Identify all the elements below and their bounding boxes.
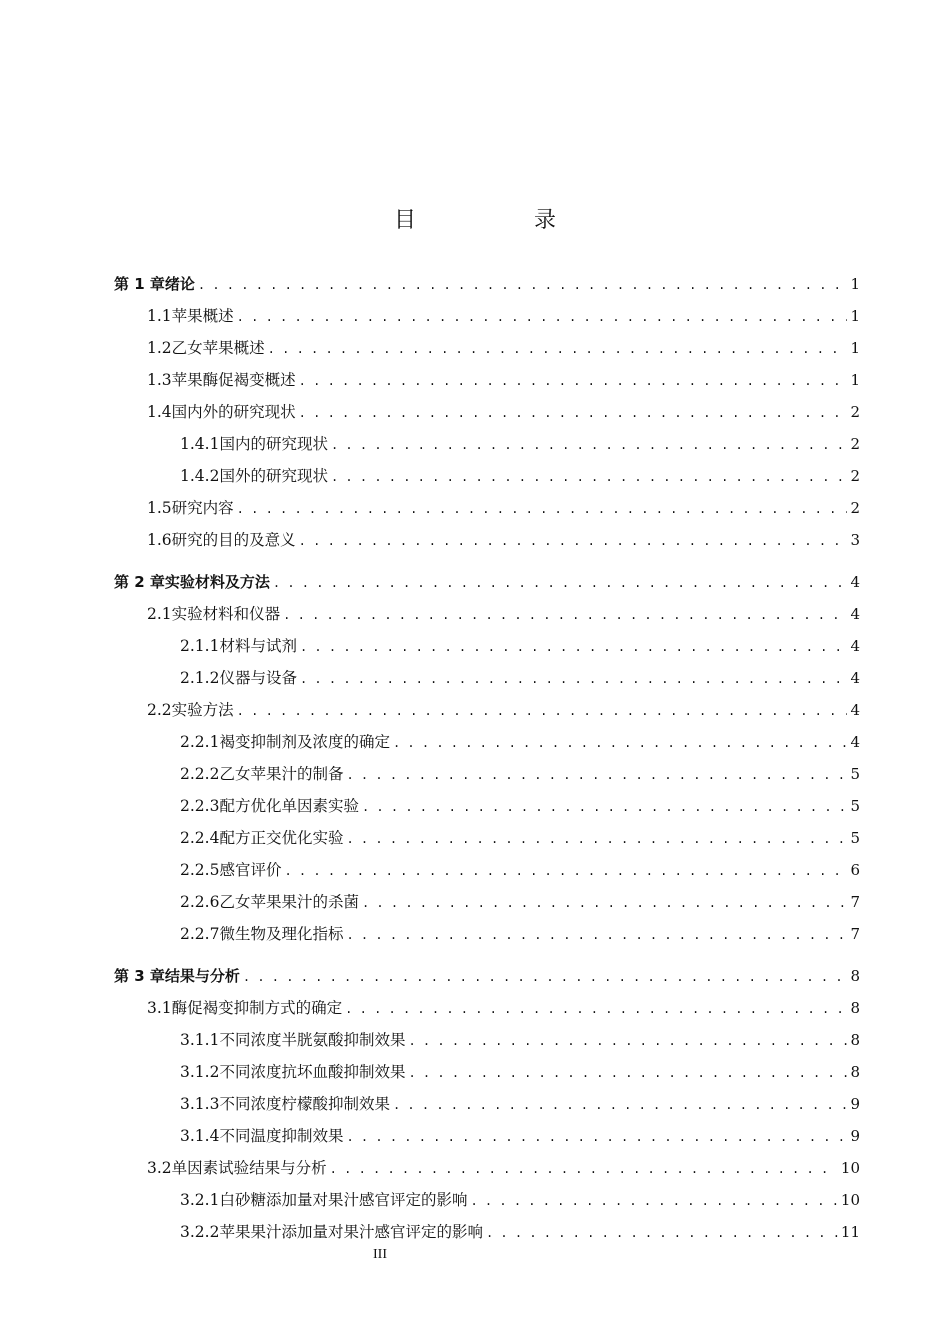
toc-entry-page: 4 (850, 733, 860, 751)
toc-dot-leader (393, 726, 847, 759)
toc-entry[interactable] (114, 886, 860, 918)
toc-entry-page: 10 (840, 1191, 860, 1209)
toc-entry-number: 1.4.1 (180, 435, 220, 453)
toc-dot-leader (346, 758, 847, 791)
toc-entry[interactable] (114, 992, 860, 1024)
page-title: 目 录 (393, 208, 604, 233)
toc-entry-page: 4 (850, 605, 860, 623)
toc-entry-title: 材料与试剂 (219, 637, 297, 655)
toc-entry-title: 研究的目的及意义 (171, 531, 296, 549)
toc-entry-number: 3.1.1 (180, 1031, 220, 1049)
toc-entry-number: 2.2.4 (180, 829, 220, 847)
toc-dot-leader (299, 396, 847, 429)
toc-entry[interactable] (114, 492, 860, 524)
toc-entry[interactable] (114, 790, 860, 822)
toc-entry-title: 乙女苹果果汁的杀菌 (219, 893, 359, 911)
toc-dot-leader (331, 460, 847, 493)
toc-entry-title: 不同浓度半胱氨酸抑制效果 (219, 1031, 406, 1049)
toc-entry-page: 2 (850, 467, 860, 485)
toc-chapter-entry[interactable] (114, 268, 860, 300)
toc-entry-number: 2.1 (147, 605, 172, 623)
toc-entry[interactable] (114, 1024, 860, 1056)
toc-entry[interactable] (114, 662, 860, 694)
toc-entry[interactable] (114, 1120, 860, 1152)
toc-entry-title: 微生物及理化指标 (219, 925, 344, 943)
page-number-footer: III (373, 1247, 387, 1262)
toc-entry-title: 研究内容 (171, 499, 234, 517)
toc-entry-page: 9 (850, 1127, 860, 1145)
toc-chapter-entry[interactable] (114, 960, 860, 992)
toc-dot-leader (393, 1088, 847, 1121)
toc-entry-page: 5 (850, 797, 860, 815)
toc-entry-title: 酶促褐变抑制方式的确定 (171, 999, 343, 1017)
toc-entry-number: 3.1.3 (180, 1095, 220, 1113)
toc-entry-page: 1 (850, 275, 860, 293)
toc-entry-number: 2.1.1 (180, 637, 220, 655)
toc-entry-title: 配方优化单因素实验 (219, 797, 359, 815)
toc-dot-leader (330, 1152, 838, 1185)
toc-entry-number: 1.3 (147, 371, 172, 389)
toc-entry[interactable] (114, 854, 860, 886)
toc-dot-leader (237, 694, 847, 727)
toc-entry[interactable] (114, 1056, 860, 1088)
toc-entry-number: 3.1.4 (180, 1127, 220, 1145)
toc-entry-page: 1 (850, 339, 860, 357)
toc-entry[interactable] (114, 364, 860, 396)
toc-entry-title: 乙女苹果汁的制备 (219, 765, 344, 783)
toc-entry-title: 乙女苹果概述 (171, 339, 265, 357)
toc-entry-page: 3 (850, 531, 860, 549)
toc-entry-page: 4 (850, 573, 860, 591)
toc-dot-leader (408, 1024, 847, 1057)
toc-entry[interactable] (114, 918, 860, 950)
toc-entry-number: 3.2.1 (180, 1191, 220, 1209)
toc-dot-leader (268, 332, 847, 365)
toc-entry-number: 第 3 章 (114, 967, 165, 985)
toc-dot-leader (346, 1120, 847, 1153)
toc-entry-title: 绪论 (164, 275, 195, 293)
toc-entry-page: 2 (850, 435, 860, 453)
toc-dot-leader (486, 1216, 838, 1249)
toc-entry[interactable] (114, 524, 860, 556)
toc-entry-page: 2 (850, 403, 860, 421)
toc-entry-title: 不同浓度抗坏血酸抑制效果 (219, 1063, 406, 1081)
toc-dot-leader (362, 886, 847, 919)
toc-dot-leader (283, 598, 847, 631)
toc-entry-title: 国内外的研究现状 (171, 403, 296, 421)
toc-dot-leader (300, 630, 847, 663)
toc-entry-number: 1.5 (147, 499, 172, 517)
toc-entry-page: 4 (850, 669, 860, 687)
toc-entry-page: 4 (850, 701, 860, 719)
toc-entry-number: 2.2.3 (180, 797, 220, 815)
toc-dot-leader (331, 428, 847, 461)
toc-dot-leader (243, 960, 847, 993)
toc-entry-page: 5 (850, 765, 860, 783)
toc-entry[interactable] (114, 428, 860, 460)
toc-entry-title: 实验材料和仪器 (171, 605, 281, 623)
toc-entry-number: 2.2.1 (180, 733, 220, 751)
toc-entry[interactable] (114, 1184, 860, 1216)
toc-entry-number: 2.2.7 (180, 925, 220, 943)
toc-entry-number: 2.2.2 (180, 765, 220, 783)
toc-dot-leader (273, 566, 847, 599)
toc-entry-number: 2.2 (147, 701, 172, 719)
toc-entry-page: 8 (850, 999, 860, 1017)
toc-entry-page: 5 (850, 829, 860, 847)
toc-entry-number: 2.2.6 (180, 893, 220, 911)
toc-entry-number: 3.1.2 (180, 1063, 220, 1081)
toc-entry-title: 国内的研究现状 (219, 435, 328, 453)
toc-entry-number: 2.2.5 (180, 861, 220, 879)
toc-entry[interactable] (114, 300, 860, 332)
toc-entry-number: 1.1 (147, 307, 172, 325)
toc-entry[interactable] (114, 758, 860, 790)
toc-entry-title: 苹果果汁添加量对果汁感官评定的影响 (219, 1223, 483, 1241)
toc-entry-title: 苹果概述 (171, 307, 234, 325)
toc-entry-title: 国外的研究现状 (219, 467, 328, 485)
toc-entry[interactable] (114, 630, 860, 662)
toc-dot-leader (362, 790, 847, 823)
toc-entry-page: 2 (850, 499, 860, 517)
toc-entry-number: 3.2.2 (180, 1223, 220, 1241)
toc-entry-title: 褐变抑制剂及浓度的确定 (219, 733, 390, 751)
toc-dot-leader (299, 524, 847, 557)
toc-entry-number: 1.2 (147, 339, 172, 357)
toc-entry-number: 3.2 (147, 1159, 172, 1177)
toc-entry-page: 4 (850, 637, 860, 655)
toc-entry[interactable] (114, 822, 860, 854)
toc-entry-number: 1.6 (147, 531, 172, 549)
toc-dot-leader (470, 1184, 837, 1217)
toc-dot-leader (198, 268, 847, 301)
toc-dot-leader (237, 492, 847, 525)
toc-entry-page: 10 (840, 1159, 860, 1177)
toc-entry[interactable] (114, 1088, 860, 1120)
toc-entry-page: 7 (850, 893, 860, 911)
toc-entry-title: 实验方法 (171, 701, 234, 719)
toc-entry-page: 11 (840, 1223, 860, 1241)
toc-entry[interactable] (114, 332, 860, 364)
toc-entry-title: 不同浓度柠檬酸抑制效果 (219, 1095, 390, 1113)
toc-entry-page: 8 (850, 967, 860, 985)
toc-entry-title: 苹果酶促褐变概述 (171, 371, 296, 389)
toc-entry[interactable] (114, 694, 860, 726)
toc-entry[interactable] (114, 726, 860, 758)
toc-entry-number: 第 2 章 (114, 573, 165, 591)
toc-entry-title: 结果与分析 (164, 967, 240, 985)
toc-entry-title: 白砂糖添加量对果汁感官评定的影响 (219, 1191, 468, 1209)
toc-entry-number: 3.1 (147, 999, 172, 1017)
toc-dot-leader (284, 854, 847, 887)
toc-entry-title: 不同温度抑制效果 (219, 1127, 344, 1145)
toc-entry-page: 8 (850, 1063, 860, 1081)
table-of-contents (114, 268, 860, 1248)
toc-entry[interactable] (114, 460, 860, 492)
toc-dot-leader (237, 300, 847, 333)
toc-entry-number: 1.4 (147, 403, 172, 421)
toc-dot-leader (346, 918, 847, 951)
toc-entry-page: 1 (850, 371, 860, 389)
toc-entry-page: 8 (850, 1031, 860, 1049)
toc-dot-leader (408, 1056, 847, 1089)
toc-entry-number: 1.4.2 (180, 467, 220, 485)
toc-entry[interactable] (114, 598, 860, 630)
toc-dot-leader (299, 364, 847, 397)
toc-entry-title: 感官评价 (219, 861, 282, 879)
toc-entry[interactable] (114, 1152, 860, 1184)
toc-entry-page: 9 (850, 1095, 860, 1113)
toc-entry-title: 配方正交优化实验 (219, 829, 344, 847)
toc-entry-title: 单因素试验结果与分析 (171, 1159, 327, 1177)
toc-entry-page: 6 (850, 861, 860, 879)
toc-dot-leader (346, 822, 847, 855)
toc-entry[interactable] (114, 1216, 860, 1248)
toc-entry-page: 7 (850, 925, 860, 943)
toc-entry-page: 1 (850, 307, 860, 325)
toc-entry-number: 2.1.2 (180, 669, 220, 687)
toc-chapter-entry[interactable] (114, 566, 860, 598)
toc-entry-title: 实验材料及方法 (164, 573, 270, 591)
toc-entry-title: 仪器与设备 (219, 669, 297, 687)
toc-dot-leader (300, 662, 847, 695)
toc-dot-leader (345, 992, 847, 1025)
toc-entry-number: 第 1 章 (114, 275, 165, 293)
toc-entry[interactable] (114, 396, 860, 428)
